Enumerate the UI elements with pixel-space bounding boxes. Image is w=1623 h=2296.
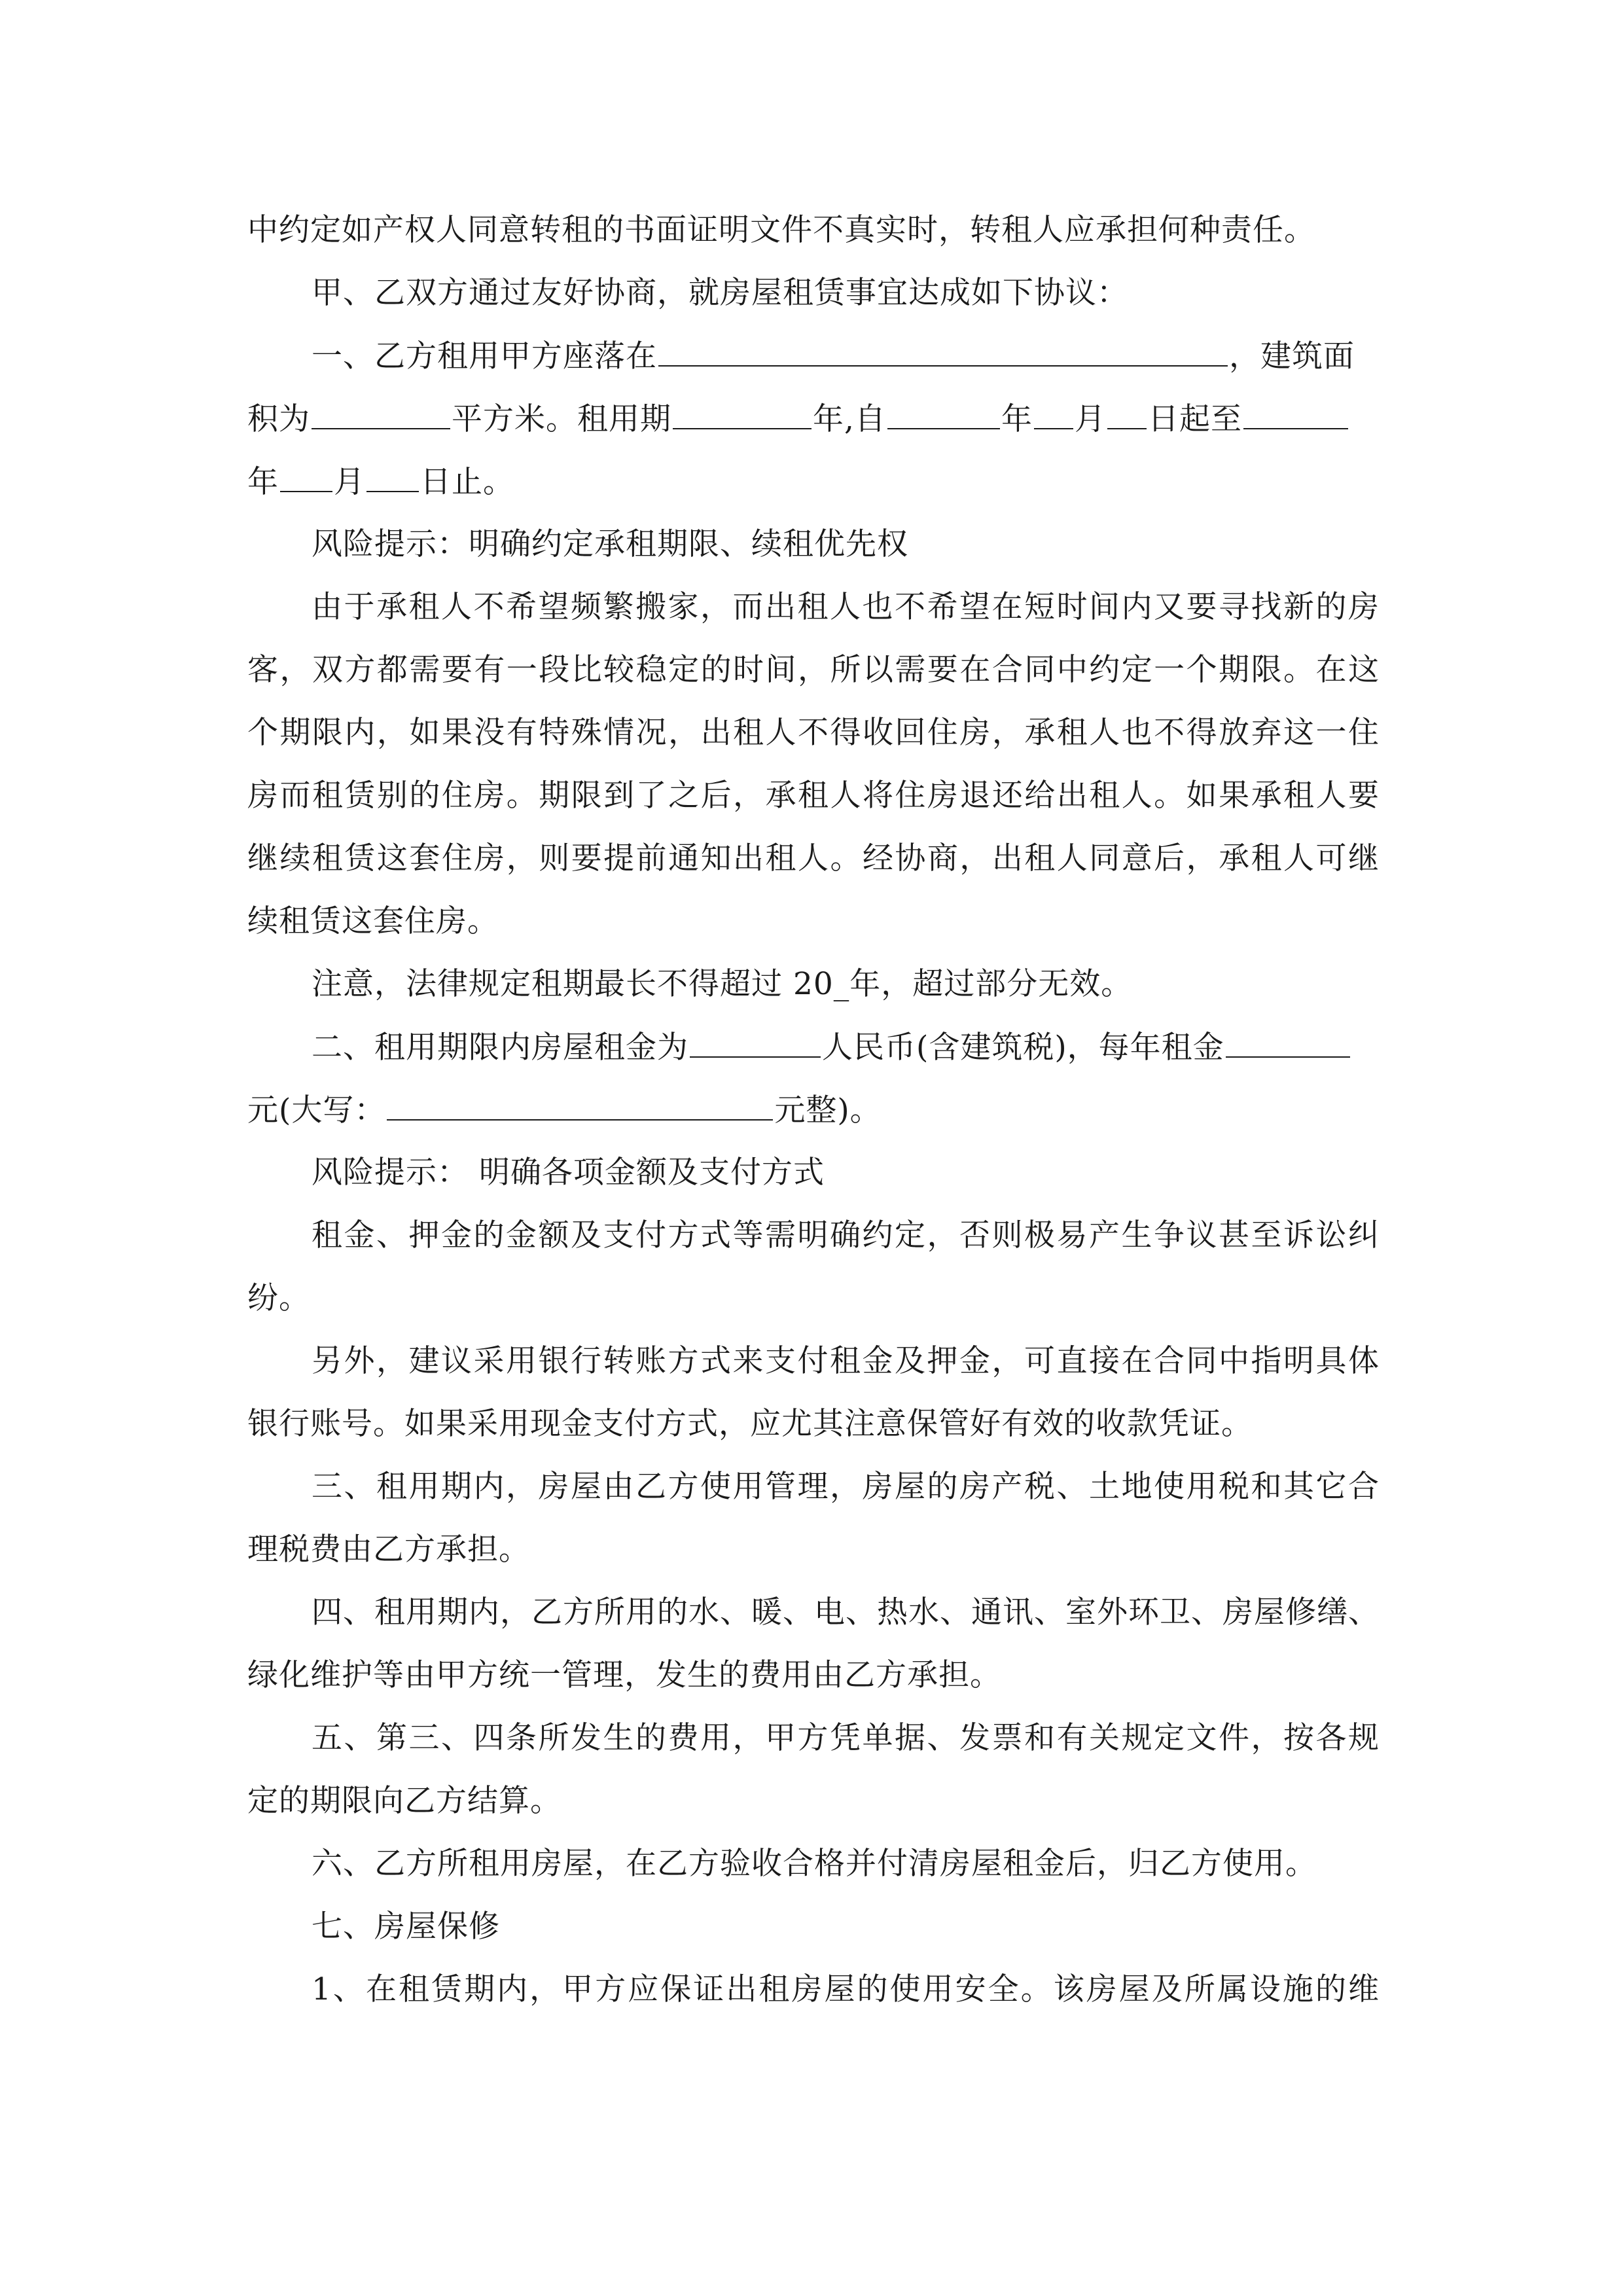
paragraph-line: 继续租赁这套住房，则要提前通知出租人。经协商，出租人同意后，承租人可继 bbox=[247, 840, 1380, 876]
paragraph-line: 房而租赁别的住房。期限到了之后，承租人将住房退还给出租人。如果承租人要 bbox=[247, 778, 1380, 814]
clause-3-line: 三、租用期内，房屋由乙方使用管理，房屋的房产税、土地使用税和其它合 bbox=[312, 1469, 1380, 1505]
note-line: 注意，法律规定租期最长不得超过 20_年，超过部分无效。 bbox=[312, 966, 1133, 1002]
blank-field[interactable] bbox=[366, 462, 419, 492]
clause-6-line: 六、乙方所租用房屋，在乙方验收合格并付清房屋租金后，归乙方使用。 bbox=[312, 1846, 1317, 1882]
paragraph-line: 另外，建议采用银行转账方式来支付租金及押金，可直接在合同中指明具体 bbox=[312, 1343, 1380, 1379]
clause-3-line: 理税费由乙方承担。 bbox=[247, 1532, 530, 1568]
clause-5-line: 定的期限向乙方结算。 bbox=[247, 1783, 562, 1819]
blank-field[interactable] bbox=[690, 1028, 821, 1058]
blank-field[interactable] bbox=[312, 399, 450, 429]
paragraph-line: 银行账号。如果采用现金支付方式，应尤其注意保管好有效的收款凭证。 bbox=[247, 1406, 1253, 1442]
clause-2-line-1: 二、租用期限内房屋租金为 人民币(含建筑税)，每年租金 bbox=[312, 1028, 1380, 1067]
clause-2-line-2: 元(大写： 元整)。 bbox=[247, 1090, 1380, 1130]
blank-field[interactable] bbox=[1107, 399, 1147, 429]
paragraph-line: 客，双方都需要有一段比较稳定的时间，所以需要在合同中约定一个期限。在这 bbox=[247, 652, 1380, 688]
clause-1-line-3: 年 月 日止。 bbox=[247, 462, 1380, 502]
blank-field[interactable] bbox=[387, 1090, 773, 1121]
paragraph-line: 租金、押金的金额及支付方式等需明确约定，否则极易产生争议甚至诉讼纠 bbox=[312, 1217, 1380, 1253]
risk-heading: 风险提示： 明确各项金额及支付方式 bbox=[312, 1155, 825, 1191]
paragraph-line: 续租赁这套住房。 bbox=[247, 903, 499, 939]
clause-5-line: 五、第三、四条所发生的费用，甲方凭单据、发票和有关规定文件，按各规 bbox=[312, 1720, 1380, 1756]
blank-field[interactable] bbox=[280, 462, 332, 492]
clause-1-line-1: 一、乙方租用甲方座落在 ，建筑面 bbox=[312, 336, 1380, 376]
clause-1-line-2: 积为 平方米。租用期 年,自 年 月 日起至 bbox=[247, 399, 1380, 439]
blank-field[interactable] bbox=[1243, 399, 1348, 429]
clause-7-heading: 七、房屋保修 bbox=[312, 1909, 500, 1945]
paragraph-line: 纷。 bbox=[247, 1280, 310, 1316]
clause-4-line: 绿化维护等由甲方统一管理，发生的费用由乙方承担。 bbox=[247, 1657, 1001, 1693]
paragraph-line: 个期限内，如果没有特殊情况，出租人不得收回住房，承租人也不得放弃这一住 bbox=[247, 715, 1380, 751]
clause-7-item-1: 1、在租赁期内，甲方应保证出租房屋的使用安全。该房屋及所属设施的维 bbox=[312, 1971, 1380, 2007]
paragraph-line: 由于承租人不希望频繁搬家，而出租人也不希望在短时间内又要寻找新的房 bbox=[312, 589, 1380, 625]
paragraph-line: 中约定如产权人同意转租的书面证明文件不真实时，转租人应承担何种责任。 bbox=[247, 212, 1315, 248]
clause-4-line: 四、租用期内，乙方所用的水、暖、电、热水、通讯、室外环卫、房屋修缮、 bbox=[312, 1594, 1380, 1630]
blank-field[interactable] bbox=[1226, 1028, 1350, 1058]
blank-field[interactable] bbox=[887, 399, 1000, 429]
risk-heading: 风险提示：明确约定承租期限、续租优先权 bbox=[312, 526, 908, 562]
blank-field[interactable] bbox=[658, 336, 1228, 367]
blank-field[interactable] bbox=[1034, 399, 1073, 429]
blank-field[interactable] bbox=[673, 399, 812, 429]
paragraph-line: 甲、乙双方通过友好协商，就房屋租赁事宜达成如下协议： bbox=[312, 275, 1128, 311]
